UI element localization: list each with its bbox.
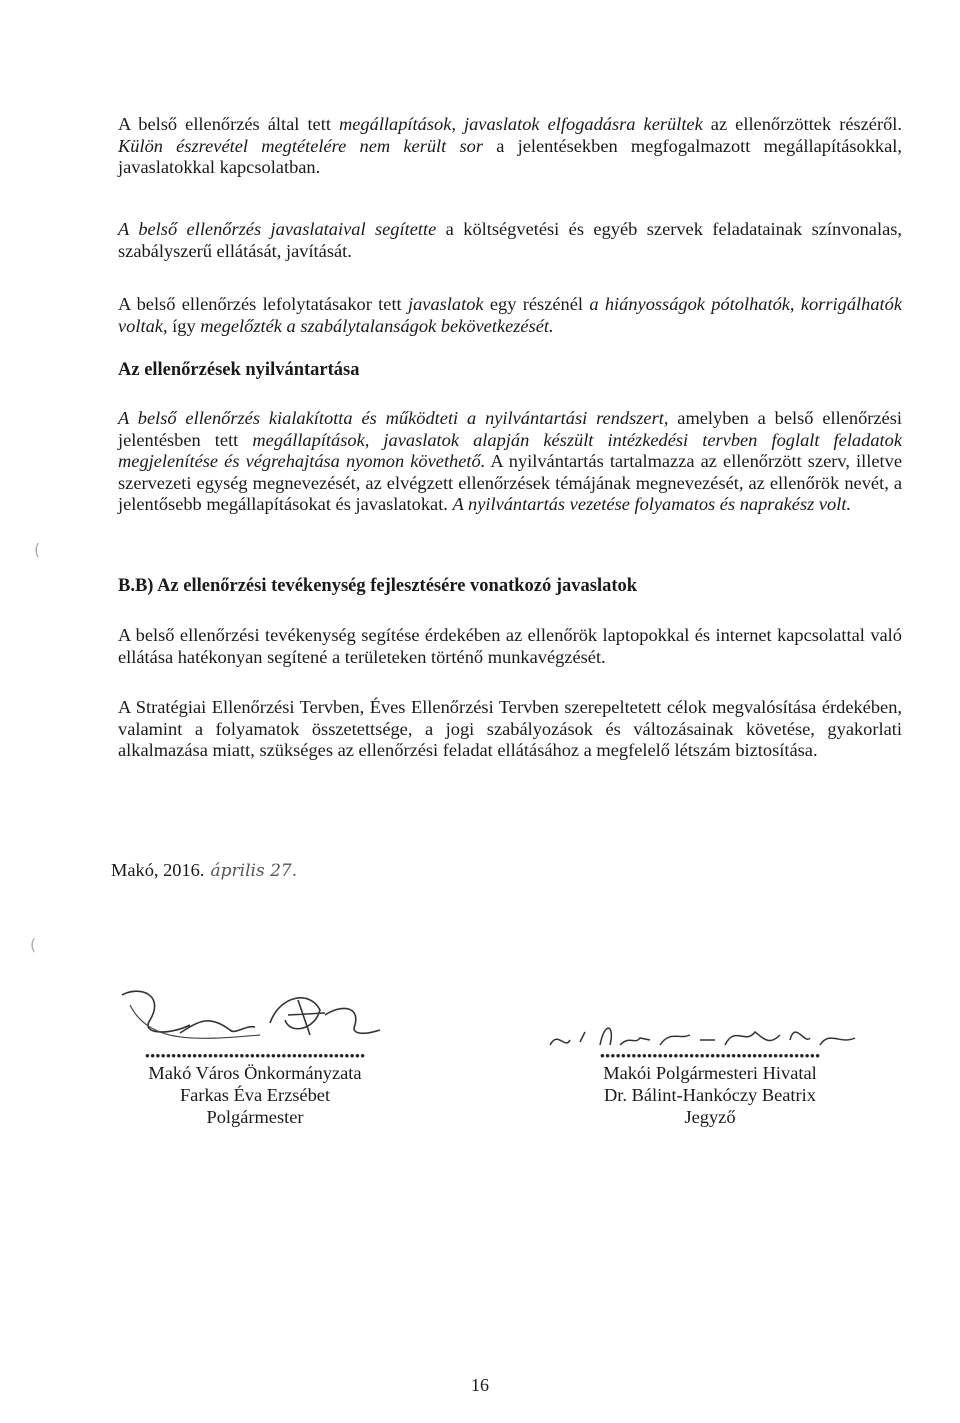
text-span: , így bbox=[162, 315, 201, 336]
scan-artifact-icon: ( bbox=[34, 540, 41, 559]
signature-organization: Makói Polgármesteri Hivatal bbox=[603, 1063, 817, 1083]
signature-title: Polgármester bbox=[206, 1107, 304, 1127]
date-handwritten: április 27. bbox=[210, 861, 298, 881]
date-printed: Makó, 2016. bbox=[111, 860, 205, 880]
text-span: amelyben a belső ellenőrzési jelentésben tett bbox=[118, 408, 902, 450]
signature-dotted-line: •••••••••••••••••••••••••••••••••••••••••• bbox=[599, 1052, 821, 1062]
signature-block-notary bbox=[560, 1052, 860, 1128]
signature-dotted-line: •••••••••••••••••••••••••••••••••••••••••• bbox=[144, 1052, 366, 1062]
italic-span: A belső ellenőrzés kialakította és működteti a nyilvántartási rendszert, bbox=[118, 408, 669, 428]
italic-span: a hiányosságok pótolhatók, korrigálhatók voltak bbox=[118, 294, 902, 336]
section-heading-registry: Az ellenőrzések nyilvántartása bbox=[118, 360, 360, 380]
italic-span: A belső ellenőrzés javaslataival segítette bbox=[118, 219, 437, 239]
section-heading-development: B.B) Az ellenőrzési tevékenység fejlesztésére vonatkozó javaslatok bbox=[118, 576, 638, 596]
mayor-signature bbox=[110, 975, 410, 1055]
text-span: A belső ellenőrzés lefolytatásakor tett bbox=[118, 294, 408, 314]
italic-span: megelőzték a szabálytalanságok bekövetkezését. bbox=[200, 315, 554, 336]
italic-span: javaslatok bbox=[407, 294, 484, 314]
italic-span: A nyilvántartás vezetése folyamatos és naprakész volt. bbox=[452, 494, 852, 514]
signature-person-name: Farkas Éva Erzsébet bbox=[179, 1085, 331, 1105]
text-span: egy részénél bbox=[483, 294, 590, 314]
scan-artifact-icon: ( bbox=[30, 935, 37, 954]
italic-span: Külön észrevétel megtételére nem került sor bbox=[118, 135, 483, 156]
paragraph-laptops: A belső ellenőrzési tevékenység segítése érdekében az ellenőrök laptopokkal és internet kapcsolattal való ellátása hatékonyan segítené a területeken történő munkavégzését. bbox=[118, 625, 902, 667]
text-span: a jelentésekben megfogalmazott megállapításokkal, javaslatokkal kapcsolatban. bbox=[118, 135, 902, 177]
signature-person-name: Dr. Bálint-Hankóczy Beatrix bbox=[604, 1085, 816, 1105]
signature-organization: Makó Város Önkormányzata bbox=[148, 1063, 362, 1083]
paragraph-registry bbox=[118, 408, 902, 516]
date-line bbox=[111, 860, 297, 881]
paragraph-recommendations-accepted bbox=[118, 114, 902, 179]
text-span: az ellenőrzöttek részéről. bbox=[702, 114, 902, 134]
signature-title: Jegyző bbox=[684, 1107, 736, 1127]
text-span: a költségvetési és egyéb szervek feladatainak színvonalas, szabályszerű ellátását, javítását. bbox=[118, 219, 902, 261]
italic-span: megállapítások, javaslatok elfogadásra kerültek bbox=[338, 114, 703, 134]
text-span: A nyilvántartás tartalmazza az ellenőrzött szerv, illetve szervezeti egység megnevezését, az elvégzett ellenőrzések témájának megnevezését, az ellenőrök nevét, a jelentősebb megállapításokat és javaslatokat. bbox=[118, 451, 902, 514]
paragraph-staffing: A Stratégiai Ellenőrzési Tervben, Éves Ellenőrzési Tervben szerepeltetett célok megvalósítása érdekében, valamint a folyamatok összetettsége, a jogi szabályozások és változásainak követése, gyakorlati alkalmazása miatt, szükséges az ellenőrzési feladat ellátásához a megfelelő létszám biztosítása. bbox=[118, 697, 902, 760]
page-number: 16 bbox=[471, 1375, 489, 1395]
italic-span: megállapítások, javaslatok alapján készült intézkedési tervben foglalt feladatok megjelenítése és végrehajtása nyomon követhető. bbox=[118, 429, 902, 471]
paragraph-support bbox=[118, 219, 902, 262]
text-span: A belső ellenőrzés által tett bbox=[118, 114, 339, 134]
signature-block-mayor bbox=[105, 1052, 405, 1128]
paragraph-deficiencies bbox=[118, 294, 902, 337]
